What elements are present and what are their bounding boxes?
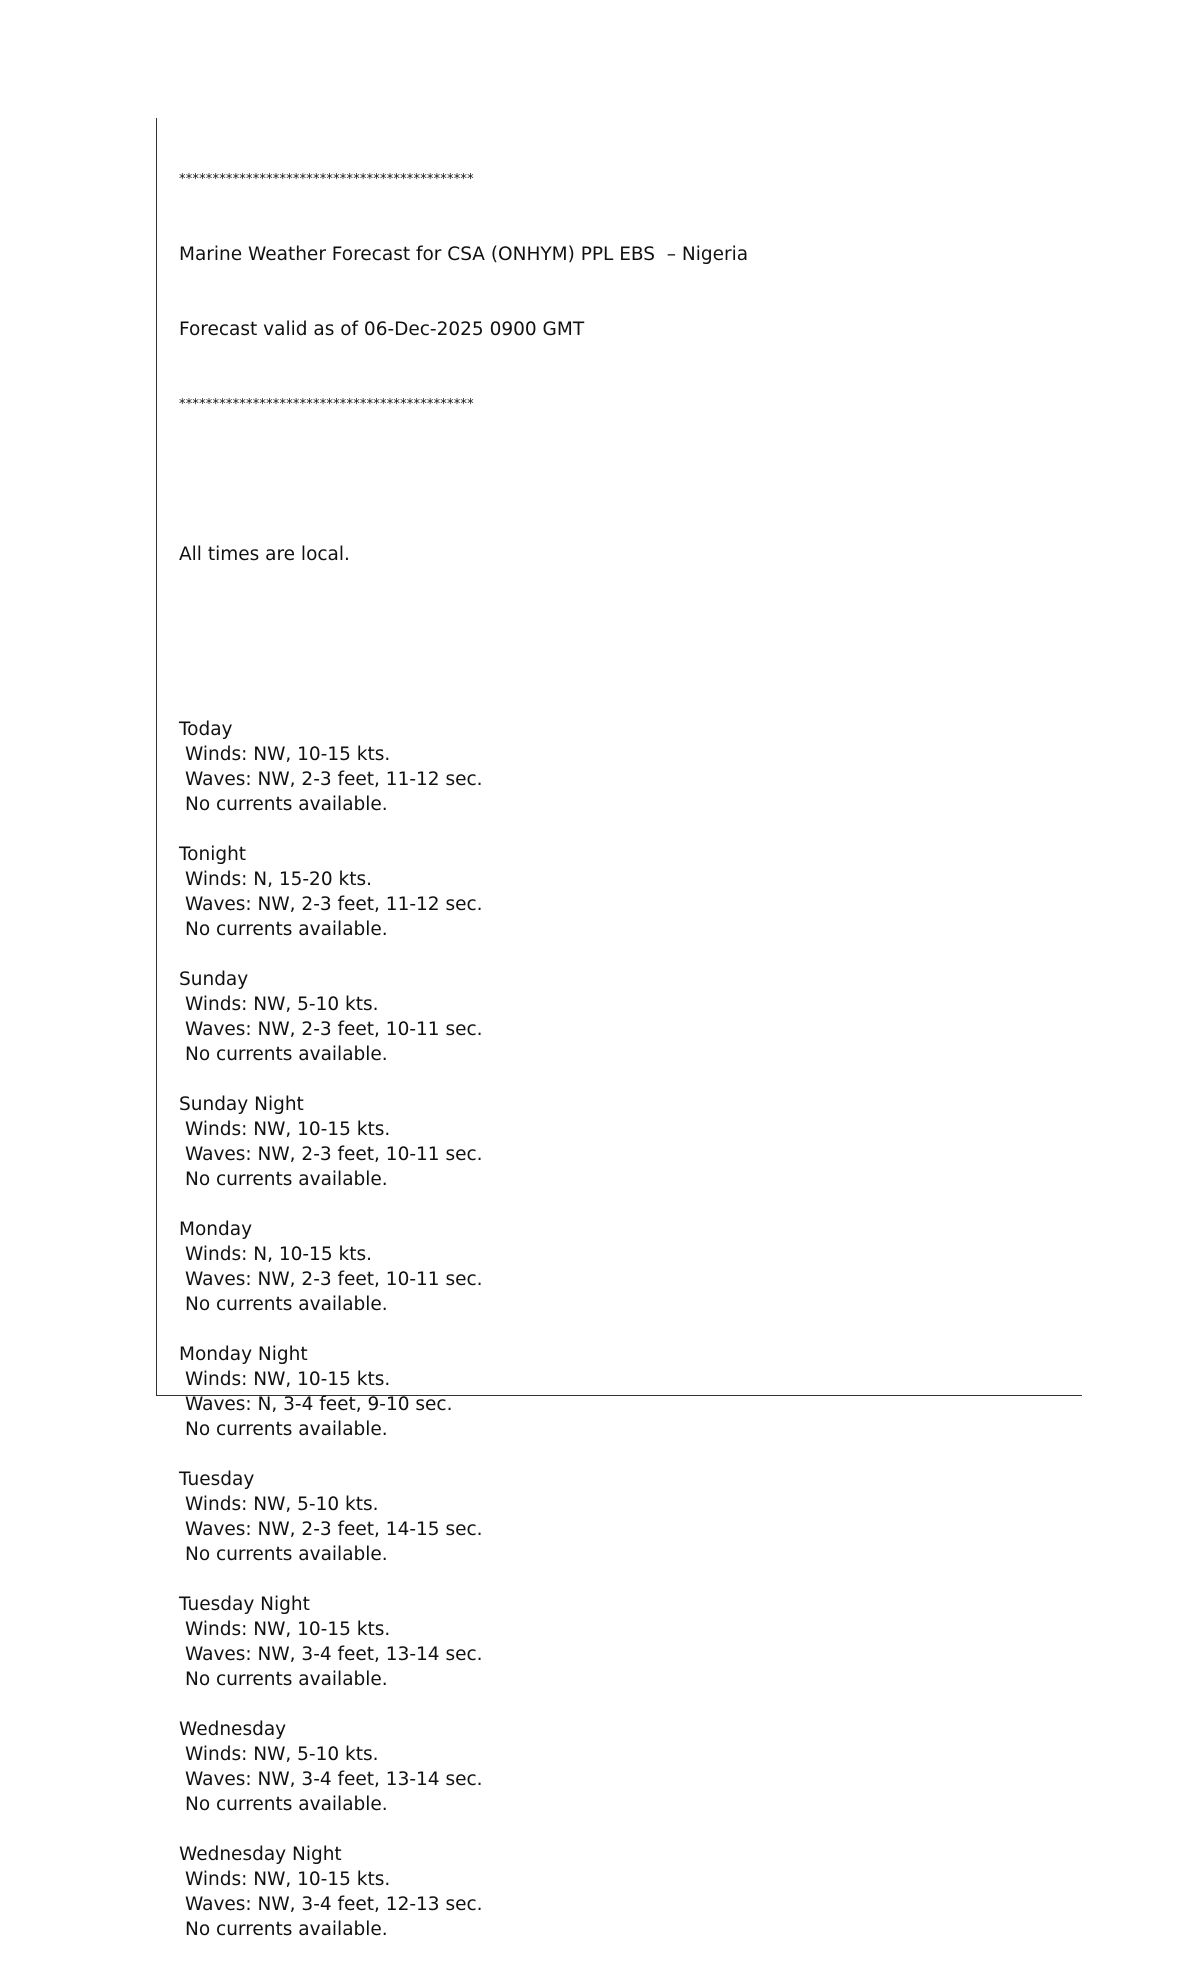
period-waves: Waves: NW, 3-4 feet, 12-13 sec. bbox=[185, 1894, 483, 1915]
period-waves: Waves: NW, 2-3 feet, 11-12 sec. bbox=[185, 769, 483, 790]
header-stars-top: ******************************************** bbox=[179, 172, 474, 187]
forecast-document bbox=[179, 117, 1079, 1967]
period-name: Tonight bbox=[179, 844, 247, 865]
period-currents: No currents available. bbox=[185, 1044, 388, 1065]
period-name: Sunday bbox=[179, 969, 249, 990]
period-waves: Waves: NW, 3-4 feet, 13-14 sec. bbox=[185, 1769, 483, 1790]
forecast-title: Marine Weather Forecast for CSA (ONHYM) PPL EBS – Nigeria bbox=[179, 244, 749, 265]
spacer bbox=[179, 1442, 1079, 1467]
spacer bbox=[179, 617, 1079, 642]
spacer bbox=[179, 1192, 1079, 1217]
spacer bbox=[179, 942, 1079, 967]
period-name: Wednesday Night bbox=[179, 1844, 342, 1865]
period-name: Tuesday Night bbox=[179, 1594, 310, 1615]
spacer bbox=[179, 467, 1079, 492]
period-currents: No currents available. bbox=[185, 1544, 388, 1565]
period-waves: Waves: NW, 2-3 feet, 14-15 sec. bbox=[185, 1519, 483, 1540]
forecast-period bbox=[179, 1342, 1079, 1467]
forecast-period bbox=[179, 1717, 1079, 1842]
forecast-period bbox=[179, 842, 1079, 967]
spacer bbox=[179, 1067, 1079, 1092]
period-waves: Waves: NW, 2-3 feet, 11-12 sec. bbox=[185, 894, 483, 915]
spacer bbox=[179, 1567, 1079, 1592]
period-waves: Waves: NW, 3-4 feet, 13-14 sec. bbox=[185, 1644, 483, 1665]
period-winds: Winds: N, 10-15 kts. bbox=[185, 1244, 372, 1265]
spacer bbox=[179, 1817, 1079, 1842]
forecast-period bbox=[179, 1592, 1079, 1717]
forecast-period bbox=[179, 1842, 1079, 1942]
period-currents: No currents available. bbox=[185, 1169, 388, 1190]
period-currents: No currents available. bbox=[185, 1419, 388, 1440]
period-currents: No currents available. bbox=[185, 794, 388, 815]
period-name: Wednesday bbox=[179, 1719, 287, 1740]
period-winds: Winds: NW, 10-15 kts. bbox=[185, 1619, 391, 1640]
forecast-periods bbox=[179, 717, 1079, 1942]
period-waves: Waves: NW, 2-3 feet, 10-11 sec. bbox=[185, 1144, 483, 1165]
times-note: All times are local. bbox=[179, 544, 350, 565]
period-currents: No currents available. bbox=[185, 1294, 388, 1315]
period-waves: Waves: NW, 2-3 feet, 10-11 sec. bbox=[185, 1269, 483, 1290]
period-currents: No currents available. bbox=[185, 919, 388, 940]
period-name: Tuesday bbox=[179, 1469, 255, 1490]
spacer bbox=[179, 817, 1079, 842]
period-winds: Winds: NW, 10-15 kts. bbox=[185, 1869, 391, 1890]
period-winds: Winds: NW, 5-10 kts. bbox=[185, 994, 379, 1015]
period-winds: Winds: NW, 5-10 kts. bbox=[185, 1494, 379, 1515]
period-winds: Winds: NW, 10-15 kts. bbox=[185, 744, 391, 765]
period-name: Today bbox=[179, 719, 233, 740]
period-currents: No currents available. bbox=[185, 1794, 388, 1815]
period-winds: Winds: N, 15-20 kts. bbox=[185, 869, 372, 890]
period-name: Monday Night bbox=[179, 1344, 308, 1365]
period-waves: Waves: N, 3-4 feet, 9-10 sec. bbox=[185, 1394, 453, 1415]
frame-left-border bbox=[156, 118, 157, 1396]
period-waves: Waves: NW, 2-3 feet, 10-11 sec. bbox=[185, 1019, 483, 1040]
period-currents: No currents available. bbox=[185, 1669, 388, 1690]
period-winds: Winds: NW, 10-15 kts. bbox=[185, 1119, 391, 1140]
period-winds: Winds: NW, 5-10 kts. bbox=[185, 1744, 379, 1765]
spacer bbox=[179, 1317, 1079, 1342]
forecast-period bbox=[179, 967, 1079, 1092]
header-stars-bottom: ******************************************** bbox=[179, 397, 474, 412]
forecast-period bbox=[179, 1467, 1079, 1592]
forecast-period bbox=[179, 1217, 1079, 1342]
period-winds: Winds: NW, 10-15 kts. bbox=[185, 1369, 391, 1390]
forecast-period bbox=[179, 1092, 1079, 1217]
period-name: Monday bbox=[179, 1219, 253, 1240]
forecast-valid-time: Forecast valid as of 06-Dec-2025 0900 GMT bbox=[179, 319, 585, 340]
period-name: Sunday Night bbox=[179, 1094, 304, 1115]
period-currents: No currents available. bbox=[185, 1919, 388, 1940]
spacer bbox=[179, 1692, 1079, 1717]
forecast-period bbox=[179, 717, 1079, 842]
